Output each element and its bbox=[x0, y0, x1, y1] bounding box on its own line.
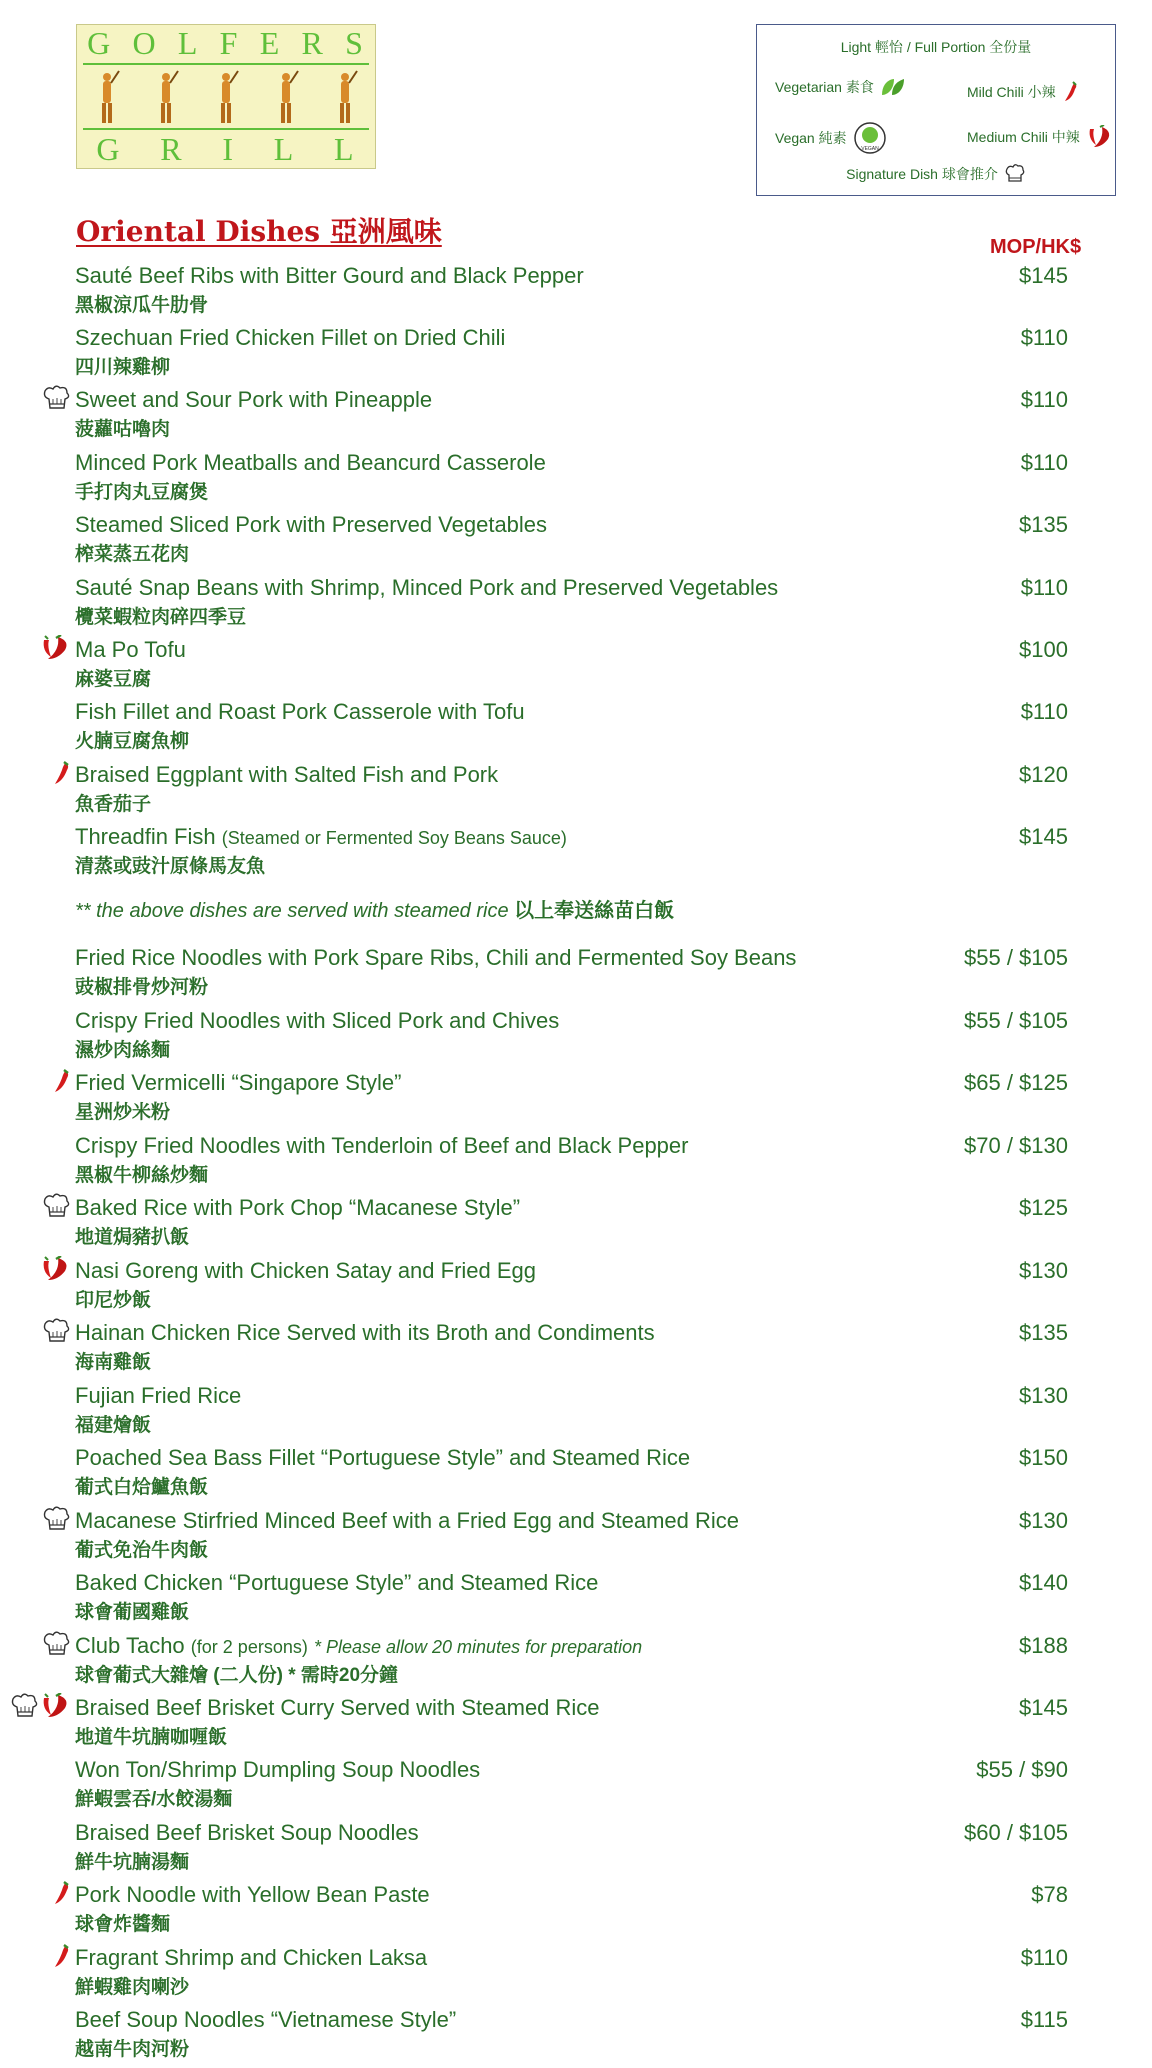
menu-item-chinese-name: 地道焗豬扒飯 bbox=[75, 1227, 190, 1248]
menu-item-price: $145 bbox=[1019, 1695, 1068, 1720]
logo-letter: O bbox=[132, 25, 158, 61]
legend-vegetarian: Vegetarian 素食 bbox=[775, 79, 874, 95]
chef-hat-icon bbox=[1004, 163, 1026, 185]
menu-item-chinese-name: 球會炸醬麵 bbox=[75, 1914, 171, 1935]
legend-medium-chili: Medium Chili 中辣 bbox=[967, 129, 1080, 145]
menu-item-name bbox=[75, 1632, 642, 1661]
menu-item-name bbox=[75, 944, 796, 972]
menu-item-price: $125 bbox=[1019, 1195, 1068, 1220]
golfer-figure-icon bbox=[332, 69, 358, 125]
chef-hat-icon bbox=[10, 1692, 40, 1725]
logo-letter: L bbox=[273, 131, 296, 167]
menu-item-chinese-name: 魚香茄子 bbox=[75, 794, 152, 815]
menu-item-name-text: Macanese Stirfried Minced Beef with a Fried Egg and Steamed Rice bbox=[75, 1508, 739, 1533]
menu-item-price: $135 bbox=[1019, 1320, 1068, 1345]
menu-item-price: $145 bbox=[1019, 263, 1068, 288]
menu-item-chinese-name: 豉椒排骨炒河粉 bbox=[75, 977, 209, 998]
mild-chili-icon bbox=[1062, 81, 1080, 103]
menu-item-icons bbox=[42, 386, 72, 414]
menu-item-chinese-name: 黑椒涼瓜牛肋骨 bbox=[75, 295, 209, 316]
leaf-icon bbox=[880, 77, 906, 97]
logo-divider bbox=[83, 63, 369, 65]
menu-item-name bbox=[75, 1569, 598, 1597]
menu-item-name bbox=[75, 1881, 430, 1909]
menu-item-price: $120 bbox=[1019, 762, 1068, 787]
menu-item-price: $110 bbox=[1020, 699, 1068, 724]
menu-item bbox=[0, 511, 1152, 573]
menu-item-name bbox=[75, 823, 567, 852]
menu-item-name-text: Braised Beef Brisket Curry Served with Steamed Rice bbox=[75, 1695, 600, 1720]
menu-item-name-text: Sauté Snap Beans with Shrimp, Minced Pork and Preserved Vegetables bbox=[75, 575, 779, 600]
menu-item-name-text: Club Tacho bbox=[75, 1633, 185, 1658]
menu-item-name-text: Won Ton/Shrimp Dumpling Soup Noodles bbox=[75, 1757, 481, 1782]
menu-item-chinese-name: 印尼炒飯 bbox=[75, 1290, 152, 1311]
menu-item bbox=[0, 944, 1152, 1006]
menu-item-name-text: Sauté Beef Ribs with Bitter Gourd and Black Pepper bbox=[75, 263, 584, 288]
menu-item-name bbox=[75, 386, 432, 414]
menu-item-icons bbox=[52, 1944, 72, 1972]
menu-item bbox=[0, 1632, 1152, 1694]
medium-chili-icon bbox=[40, 635, 72, 666]
menu-item-icons bbox=[52, 761, 72, 789]
menu-item-name-text: Steamed Sliced Pork with Preserved Vegetables bbox=[75, 512, 548, 537]
menu-item-name-text: Fragrant Shrimp and Chicken Laksa bbox=[75, 1945, 428, 1970]
menu-item-name-text: Braised Eggplant with Salted Fish and Pork bbox=[75, 762, 499, 787]
logo-letter: L bbox=[334, 131, 356, 167]
mild-chili-icon bbox=[52, 1880, 72, 1911]
menu-item-chinese-name: 四川辣雞柳 bbox=[75, 357, 171, 378]
menu-item-name-text: Baked Chicken “Portuguese Style” and Steamed Rice bbox=[75, 1570, 599, 1595]
mild-chili-icon bbox=[52, 760, 72, 791]
menu-item-name bbox=[75, 324, 505, 352]
menu-item-name-text: Poached Sea Bass Fillet “Portuguese Style” and Steamed Rice bbox=[75, 1445, 691, 1470]
menu-item-name-text: Pork Noodle with Yellow Bean Paste bbox=[75, 1882, 430, 1907]
menu-item bbox=[0, 1944, 1152, 2006]
menu-item-chinese-name: 手打肉丸豆腐煲 bbox=[75, 482, 209, 503]
menu-item-chinese-name: 球會葡式大雜燴 (二人份) * 需時20分鐘 bbox=[75, 1665, 399, 1686]
menu-item-name-text: Crispy Fried Noodles with Tenderloin of Beef and Black Pepper bbox=[75, 1133, 689, 1158]
menu-item-icons bbox=[40, 636, 72, 664]
menu-item-chinese-name: 星洲炒米粉 bbox=[75, 1102, 171, 1123]
logo-letter: L bbox=[177, 25, 200, 61]
menu-item-name-text: Fried Rice Noodles with Pork Spare Ribs, Chili and Fermented Soy Beans bbox=[75, 945, 797, 970]
menu-item-name bbox=[75, 1694, 600, 1722]
menu-item-name-text: Nasi Goreng with Chicken Satay and Fried Egg bbox=[75, 1258, 537, 1283]
menu-item-icons bbox=[52, 1069, 72, 1097]
footnote-text: ** the above dishes are served with steamed rice bbox=[75, 900, 509, 922]
chef-hat-icon bbox=[42, 1630, 72, 1663]
menu-item-name bbox=[75, 1507, 739, 1535]
chef-hat-icon bbox=[42, 1192, 72, 1225]
menu-item-icons bbox=[42, 1507, 72, 1535]
menu-item bbox=[0, 449, 1152, 511]
menu-item bbox=[0, 262, 1152, 324]
menu-item-name bbox=[75, 1444, 690, 1472]
menu-item bbox=[0, 1069, 1152, 1131]
legend-mild-chili: Mild Chili 小辣 bbox=[967, 84, 1056, 100]
menu-item bbox=[0, 1194, 1152, 1256]
menu-item-price: $130 bbox=[1019, 1508, 1068, 1533]
menu-item-icons bbox=[42, 1319, 72, 1347]
menu-item bbox=[0, 636, 1152, 698]
menu-item bbox=[0, 698, 1152, 760]
logo-letter: S bbox=[345, 25, 365, 61]
menu-item bbox=[0, 761, 1152, 823]
footnote-zh: 以上奉送絲苗白飯 bbox=[514, 900, 675, 922]
menu-item bbox=[0, 1507, 1152, 1569]
menu-item bbox=[0, 1132, 1152, 1194]
menu-item-name bbox=[75, 574, 778, 602]
menu-item-name-text: Fujian Fried Rice bbox=[75, 1383, 242, 1408]
legend-vegan: Vegan 純素 bbox=[775, 130, 847, 146]
menu-item-price: $110 bbox=[1020, 575, 1068, 600]
menu-item-name-text: Ma Po Tofu bbox=[75, 637, 186, 662]
menu-item-price: $100 bbox=[1019, 637, 1068, 662]
menu-item bbox=[0, 823, 1152, 885]
logo-golfers bbox=[77, 69, 375, 125]
menu-item-name-text: Sweet and Sour Pork with Pineapple bbox=[75, 387, 433, 412]
menu-item-name-text: Hainan Chicken Rice Served with its Broth and Condiments bbox=[75, 1320, 655, 1345]
menu-item-name bbox=[75, 698, 525, 726]
golfer-figure-icon bbox=[213, 69, 239, 125]
menu-item-name bbox=[75, 449, 546, 477]
legend-portion: Light 輕怡 / Full Portion 全份量 bbox=[840, 39, 1032, 55]
vegan-badge-icon bbox=[853, 121, 887, 155]
menu-item-chinese-name: 葡式免治牛肉飯 bbox=[75, 1540, 209, 1561]
menu-item-chinese-name: 海南雞飯 bbox=[75, 1352, 152, 1373]
menu-item-name-text: Baked Rice with Pork Chop “Macanese Style” bbox=[75, 1195, 521, 1220]
menu-item-chinese-name: 火腩豆腐魚柳 bbox=[75, 731, 190, 752]
menu-item-chinese-name: 鮮牛坑腩湯麵 bbox=[75, 1852, 190, 1873]
menu-item-name bbox=[75, 636, 186, 664]
menu-item-price: $130 bbox=[1019, 1383, 1068, 1408]
menu-item bbox=[0, 1444, 1152, 1506]
menu-item-chinese-name: 地道牛坑腩咖喱飯 bbox=[75, 1727, 228, 1748]
menu-item-name bbox=[75, 1944, 427, 1972]
rice-footnote bbox=[75, 894, 674, 923]
menu-item-name bbox=[75, 1819, 419, 1847]
menu-item-name bbox=[75, 1007, 559, 1035]
menu-item-price: $130 bbox=[1019, 1258, 1068, 1283]
mild-chili-icon bbox=[52, 1943, 72, 1974]
legend-box bbox=[756, 24, 1116, 196]
menu-item-name-text: Braised Beef Brisket Soup Noodles bbox=[75, 1820, 419, 1845]
logo-top-text bbox=[77, 25, 375, 62]
menu-item-chinese-name: 麻婆豆腐 bbox=[75, 669, 152, 690]
menu-item-icons bbox=[40, 1257, 72, 1285]
menu-item-price: $55 / $105 bbox=[964, 945, 1068, 970]
menu-item-price: $60 / $105 bbox=[964, 1820, 1068, 1845]
menu-item bbox=[0, 1569, 1152, 1631]
menu-item-chinese-name: 欖菜蝦粒肉碎四季豆 bbox=[75, 607, 247, 628]
chef-hat-icon bbox=[42, 1317, 72, 1350]
menu-item-chinese-name: 葡式白烚鱸魚飯 bbox=[75, 1477, 209, 1498]
menu-item-name bbox=[75, 511, 547, 539]
menu-item bbox=[0, 324, 1152, 386]
menu-item bbox=[0, 574, 1152, 636]
menu-item-name-text: Minced Pork Meatballs and Beancurd Casserole bbox=[75, 450, 546, 475]
menu-item-name-text: Fish Fillet and Roast Pork Casserole with Tofu bbox=[75, 699, 525, 724]
menu-item bbox=[0, 2006, 1152, 2068]
menu-item-name bbox=[75, 262, 584, 290]
menu-item-name-text: Szechuan Fried Chicken Fillet on Dried Chili bbox=[75, 325, 506, 350]
menu-item-price: $55 / $105 bbox=[964, 1008, 1068, 1033]
golfers-grill-logo bbox=[76, 24, 376, 169]
menu-item-name-text: Beef Soup Noodles “Vietnamese Style” bbox=[75, 2007, 457, 2032]
menu-item bbox=[0, 1694, 1152, 1756]
mild-chili-icon bbox=[52, 1068, 72, 1099]
menu-item-price: $65 / $125 bbox=[964, 1070, 1068, 1095]
menu-item-name bbox=[75, 1194, 520, 1222]
chef-hat-icon bbox=[42, 1505, 72, 1538]
menu-item bbox=[0, 1756, 1152, 1818]
menu-item-icons bbox=[52, 1881, 72, 1909]
logo-letter: R bbox=[301, 25, 325, 61]
menu-item-price: $188 bbox=[1019, 1633, 1068, 1658]
logo-letter: R bbox=[160, 131, 184, 167]
golfer-figure-icon bbox=[153, 69, 179, 125]
menu-item bbox=[0, 1319, 1152, 1381]
menu-item-name bbox=[75, 1382, 241, 1410]
menu-item-chinese-name: 菠蘿咕嚕肉 bbox=[75, 419, 171, 440]
menu-item-chinese-name: 球會葡國雞飯 bbox=[75, 1602, 190, 1623]
menu-item-name bbox=[75, 1319, 655, 1347]
menu-item bbox=[0, 1382, 1152, 1444]
medium-chili-icon bbox=[40, 1693, 72, 1724]
menu-item bbox=[0, 1007, 1152, 1069]
menu-item bbox=[0, 1257, 1152, 1319]
logo-letter: I bbox=[222, 131, 235, 167]
logo-divider bbox=[83, 128, 369, 130]
menu-item-chinese-name: 黑椒牛柳絲炒麵 bbox=[75, 1165, 209, 1186]
menu-item-price: $110 bbox=[1020, 1945, 1068, 1970]
menu-item bbox=[0, 1819, 1152, 1881]
menu-item-chinese-name: 清蒸或豉汁原條馬友魚 bbox=[75, 856, 266, 877]
medium-chili-icon bbox=[40, 1256, 72, 1287]
logo-letter: G bbox=[87, 25, 113, 61]
menu-item-name bbox=[75, 761, 498, 789]
menu-item-price: $110 bbox=[1020, 387, 1068, 412]
menu-item-price: $78 bbox=[1031, 1882, 1068, 1907]
menu-item-chinese-name: 鮮蝦雞肉喇沙 bbox=[75, 1977, 190, 1998]
menu-item-icons bbox=[42, 1194, 72, 1222]
currency-label: MOP/HK$ bbox=[990, 236, 1082, 258]
medium-chili-icon bbox=[1086, 125, 1114, 149]
menu-item-name-text: Fried Vermicelli “Singapore Style” bbox=[75, 1070, 402, 1095]
menu-item-price: $135 bbox=[1019, 512, 1068, 537]
legend-signature: Signature Dish 球會推介 bbox=[846, 166, 998, 182]
menu-item-name-text: Threadfin Fish bbox=[75, 824, 216, 849]
menu-item-price: $110 bbox=[1020, 325, 1068, 350]
golfer-figure-icon bbox=[273, 69, 299, 125]
menu-item-note: (for 2 persons) bbox=[190, 1637, 308, 1657]
menu-item-name bbox=[75, 1257, 536, 1285]
menu-item bbox=[0, 386, 1152, 448]
menu-item-icons bbox=[10, 1694, 72, 1722]
menu-item-prep-note: * Please allow 20 minutes for preparation bbox=[313, 1637, 643, 1657]
menu-item-price: $150 bbox=[1019, 1445, 1068, 1470]
menu-item-price: $145 bbox=[1019, 824, 1068, 849]
menu-item-chinese-name: 福建燴飯 bbox=[75, 1415, 152, 1436]
menu-item-chinese-name: 越南牛肉河粉 bbox=[75, 2039, 190, 2060]
menu-item-name bbox=[75, 1756, 480, 1784]
menu-item-name-text: Crispy Fried Noodles with Sliced Pork and Chives bbox=[75, 1008, 560, 1033]
logo-letter: G bbox=[96, 131, 122, 167]
menu-item-chinese-name: 榨菜蒸五花肉 bbox=[75, 544, 190, 565]
logo-bottom-text bbox=[77, 131, 375, 168]
section-title: Oriental Dishes 亞洲風味 bbox=[76, 215, 442, 248]
menu-item-name bbox=[75, 1132, 688, 1160]
logo-letter: E bbox=[259, 25, 282, 61]
menu-item-name bbox=[75, 2006, 456, 2034]
menu-item bbox=[0, 1881, 1152, 1943]
menu-item-price: $55 / $90 bbox=[976, 1757, 1068, 1782]
menu-item-chinese-name: 濕炒肉絲麵 bbox=[75, 1040, 171, 1061]
menu-item-price: $70 / $130 bbox=[964, 1133, 1068, 1158]
menu-item-note: (Steamed or Fermented Soy Beans Sauce) bbox=[221, 828, 567, 848]
menu-item-price: $115 bbox=[1020, 2007, 1068, 2032]
menu-item-chinese-name: 鮮蝦雲吞/水餃湯麵 bbox=[75, 1789, 233, 1810]
menu-item-icons bbox=[42, 1632, 72, 1660]
menu-item-price: $140 bbox=[1019, 1570, 1068, 1595]
chef-hat-icon bbox=[42, 384, 72, 417]
menu-item-price: $110 bbox=[1020, 450, 1068, 475]
menu-item-name bbox=[75, 1069, 401, 1097]
vegan-badge-text: VEGAN bbox=[860, 146, 879, 152]
logo-letter: F bbox=[219, 25, 240, 61]
golfer-figure-icon bbox=[94, 69, 120, 125]
